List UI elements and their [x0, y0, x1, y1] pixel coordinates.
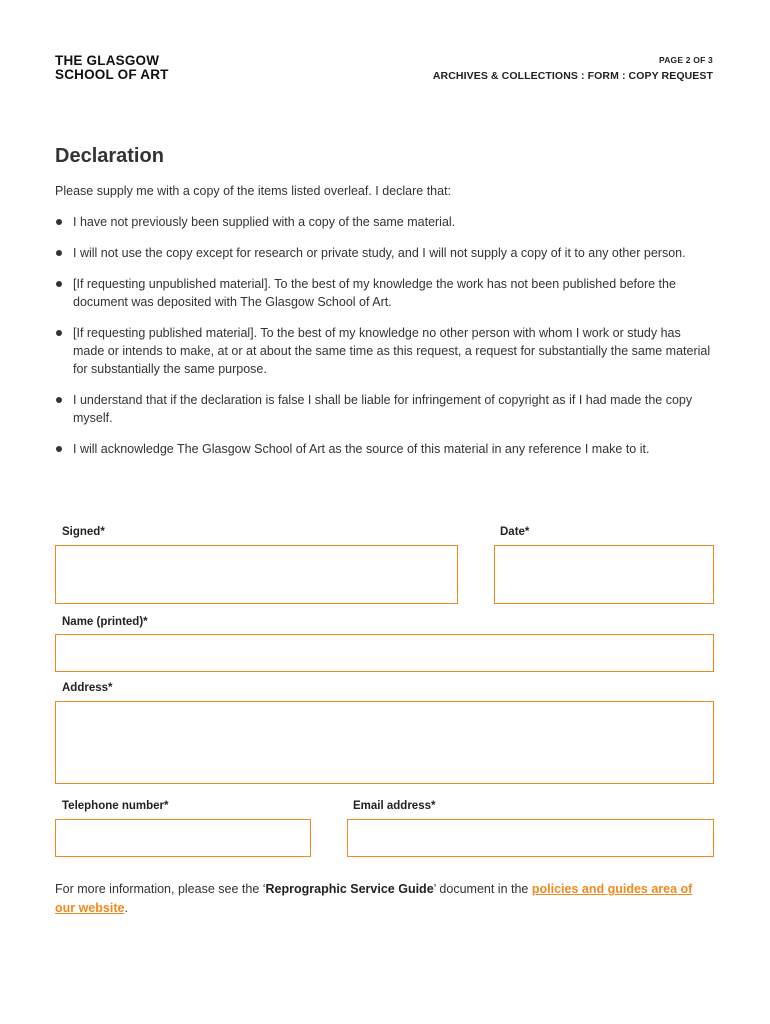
policies-link[interactable]: policies and guides area of our website	[55, 882, 693, 915]
logo-line-1: THE GLASGOW	[55, 53, 160, 68]
footer-text-middle: ’ document in the	[433, 882, 532, 896]
guide-name: Reprographic Service Guide	[265, 882, 434, 896]
footer-text-before: For more information, please see the ‘	[55, 882, 266, 896]
signed-field[interactable]	[55, 545, 458, 604]
name-field[interactable]	[55, 634, 714, 672]
bullet-icon	[56, 219, 62, 225]
date-label: Date*	[500, 526, 530, 538]
email-label: Email address*	[353, 800, 436, 812]
list-item	[55, 213, 715, 231]
list-item-text: I have not previously been supplied with a copy of the same material.	[73, 215, 456, 229]
list-item-text: [If requesting published material]. To the best of my knowledge no other person with whom I work or study has made or intends to make, at or at about the same time as this request, a request for substantially the same material for substantially the same purpose.	[73, 326, 711, 376]
list-item-text: I understand that if the declaration is false I shall be liable for infringement of copyright as if I had made the copy myself.	[73, 393, 693, 425]
list-item	[55, 391, 715, 427]
page-title: Declaration	[55, 145, 164, 167]
bullet-icon	[56, 330, 62, 336]
list-item	[55, 275, 715, 311]
logo-line-2: SCHOOL OF ART	[55, 67, 169, 82]
bullet-icon	[56, 281, 62, 287]
footer-text-after: .	[124, 901, 128, 915]
telephone-label: Telephone number*	[62, 800, 169, 812]
list-item	[55, 244, 715, 262]
page-number: PAGE 2 OF 3	[658, 55, 713, 65]
footer-note	[55, 880, 715, 918]
name-label: Name (printed)*	[62, 616, 148, 628]
address-field[interactable]	[55, 701, 714, 784]
list-item-text: [If requesting unpublished material]. To the best of my knowledge the work has not been published before the document was deposited with The Glasgow School of Art.	[73, 277, 676, 309]
signed-label: Signed*	[62, 526, 105, 538]
form-title: ARCHIVES & COLLECTIONS : FORM : COPY REQUEST	[432, 70, 713, 82]
bullet-icon	[56, 446, 62, 452]
telephone-field[interactable]	[55, 819, 311, 857]
list-item-text: I will not use the copy except for research or private study, and I will not supply a copy of it to any other person.	[73, 246, 686, 260]
list-item-text: I will acknowledge The Glasgow School of Art as the source of this material in any reference I make to it.	[73, 442, 650, 456]
address-label: Address*	[62, 682, 113, 694]
list-item	[55, 324, 715, 378]
email-field[interactable]	[347, 819, 714, 857]
bullet-icon	[56, 397, 62, 403]
list-item	[55, 440, 715, 458]
declaration-intro: Please supply me with a copy of the items listed overleaf. I declare that:	[55, 184, 452, 198]
date-field[interactable]	[494, 545, 714, 604]
declaration-list	[55, 213, 715, 471]
gsa-logo	[55, 54, 181, 84]
bullet-icon	[56, 250, 62, 256]
